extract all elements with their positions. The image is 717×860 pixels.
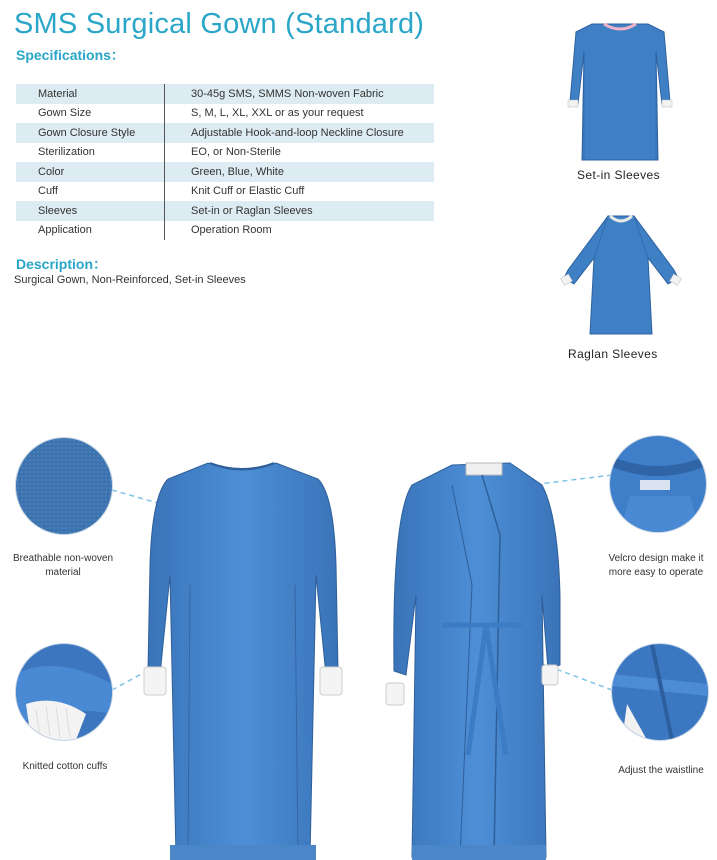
front-gown-photo [130, 455, 355, 860]
fabric-callout-text: Breathable non-woven material [12, 553, 114, 578]
description-text: Surgical Gown, Non-Reinforced, Set-in Sleeves [14, 274, 246, 286]
spec-label: Gown Size [16, 104, 165, 124]
spec-label: Sleeves [16, 201, 165, 221]
specifications-heading: Specifications： [16, 47, 125, 63]
cuff-callout-text: Knitted cotton cuffs [22, 761, 108, 772]
spec-value: Operation Room [191, 224, 272, 237]
description-heading: Description： [16, 256, 108, 272]
spec-value: Adjustable Hook-and-loop Neckline Closure [165, 123, 435, 143]
spec-label: Gown Closure Style [16, 123, 165, 143]
waist-callout-text: Adjust the waistline [618, 765, 704, 776]
waist-closeup-image [612, 644, 708, 740]
raglan-sleeves-caption: Raglan Sleeves [568, 347, 658, 361]
spec-label: Color [16, 162, 165, 182]
velcro-closeup-image [610, 436, 706, 532]
spec-label: Sterilization [16, 143, 165, 163]
fabric-closeup-image [16, 438, 112, 534]
spec-value: S, M, L, XL, XXL or as your request [191, 107, 364, 120]
back-gown-photo [382, 455, 572, 860]
spec-value: EO, or Non-Sterile [191, 146, 281, 159]
spec-label: Material [16, 84, 165, 104]
set-in-sleeves-caption: Set-in Sleeves [577, 168, 660, 182]
spec-value: Knit Cuff or Elastic Cuff [191, 185, 305, 198]
spec-value: Set-in or Raglan Sleeves [165, 201, 435, 221]
velcro-callout-text: Velcro design make it more easy to operate [608, 553, 704, 578]
spec-label: Cuff [16, 182, 165, 202]
cuff-closeup-image [16, 644, 112, 740]
spec-value: Green, Blue, White [165, 162, 435, 182]
spec-label: Application [16, 221, 165, 241]
page-title: SMS Surgical Gown (Standard) [14, 8, 425, 40]
spec-value: 30-45g SMS, SMMS Non-woven Fabric [165, 84, 435, 104]
